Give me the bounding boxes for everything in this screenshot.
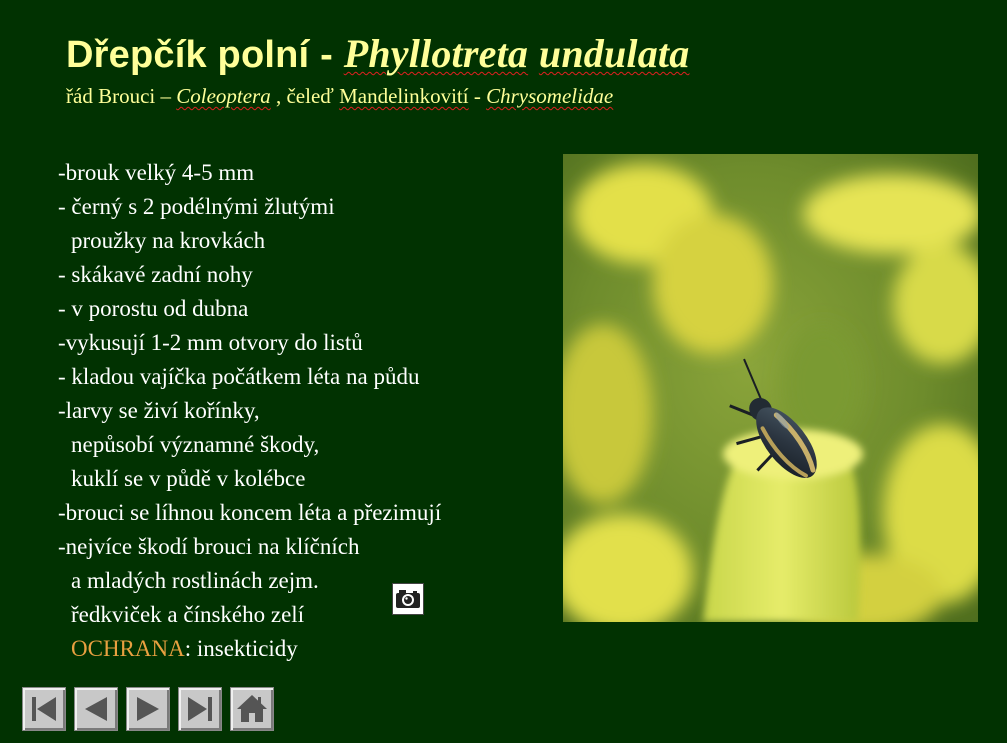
home-button[interactable] bbox=[230, 687, 274, 731]
first-slide-button[interactable] bbox=[22, 687, 66, 731]
family-latin: Chrysomelidae bbox=[486, 84, 614, 108]
title-latin-genus: Phyllotreta bbox=[343, 31, 529, 76]
description-list bbox=[58, 156, 558, 666]
title-latin-species: undulata bbox=[538, 31, 690, 76]
next-slide-button[interactable] bbox=[126, 687, 170, 731]
list-item: - černý s 2 podélnými žlutými bbox=[58, 194, 335, 219]
list-item: - kladou vajíčka počátkem léta na půdu bbox=[58, 364, 420, 389]
previous-slide-button[interactable] bbox=[74, 687, 118, 731]
last-slide-icon bbox=[179, 688, 221, 730]
list-item: -larvy se živí kořínky, bbox=[58, 398, 260, 423]
protection-text: : insekticidy bbox=[184, 636, 298, 661]
beetle-photo bbox=[563, 154, 978, 622]
first-slide-icon bbox=[23, 688, 65, 730]
home-icon bbox=[231, 688, 273, 730]
list-item: ředkviček a čínského zelí bbox=[71, 602, 305, 627]
list-item: kuklí se v půdě v kolébce bbox=[71, 466, 306, 491]
slide-subtitle: řád Brouci – Coleoptera , čeleď Mandelinkovití - Chrysomelidae bbox=[66, 84, 614, 108]
list-item: - v porostu od dubna bbox=[58, 296, 249, 321]
camera-icon[interactable] bbox=[392, 583, 424, 615]
previous-slide-icon bbox=[75, 688, 117, 730]
slide-title bbox=[66, 30, 689, 77]
list-item: proužky na krovkách bbox=[71, 228, 266, 253]
list-item: -vykusují 1-2 mm otvory do listů bbox=[58, 330, 363, 355]
list-item: -nejvíce škodí brouci na klíčních bbox=[58, 534, 360, 559]
list-item: a mladých rostlinách zejm. bbox=[71, 568, 319, 593]
list-item: -brouk velký 4-5 mm bbox=[58, 160, 255, 185]
next-slide-icon bbox=[127, 688, 169, 730]
list-item: nepůsobí významné škody, bbox=[71, 432, 320, 457]
order-latin: Coleoptera bbox=[176, 84, 271, 108]
title-czech-name: Dřepčík polní - bbox=[66, 34, 344, 76]
protection-label: OCHRANA bbox=[71, 636, 185, 661]
last-slide-button[interactable] bbox=[178, 687, 222, 731]
list-item: -brouci se líhnou koncem léta a přezimují bbox=[58, 500, 442, 525]
protection-line bbox=[58, 632, 558, 666]
family-czech: Mandelinkovití bbox=[339, 84, 469, 108]
list-item: - skákavé zadní nohy bbox=[58, 262, 253, 287]
